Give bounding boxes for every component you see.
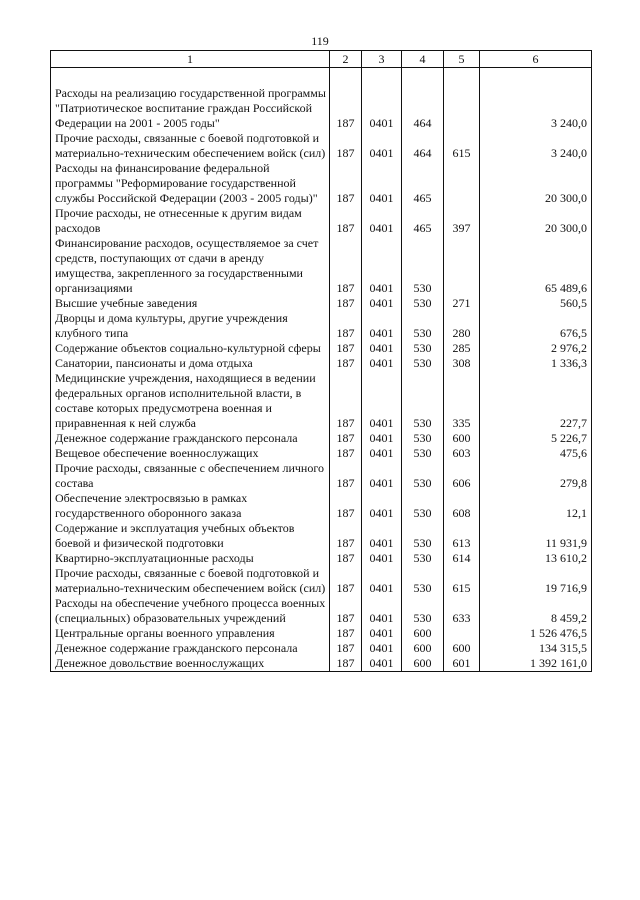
spacer-row	[51, 68, 592, 87]
expense-name: Прочие расходы, связанные с обеспечением личного состава	[51, 461, 330, 491]
code-col-5: 606	[444, 461, 480, 491]
code-col-3: 0401	[362, 131, 402, 161]
code-col-5: 600	[444, 431, 480, 446]
code-col-4: 530	[402, 491, 444, 521]
code-col-4: 530	[402, 236, 444, 296]
code-col-2: 187	[330, 206, 362, 236]
code-col-2: 187	[330, 656, 362, 672]
expense-name: Расходы на обеспечение учебного процесса военных (специальных) образовательных учреждений	[51, 596, 330, 626]
code-col-4: 464	[402, 131, 444, 161]
code-col-2: 187	[330, 626, 362, 641]
table-row	[51, 551, 592, 566]
code-col-2: 187	[330, 296, 362, 311]
code-col-4: 465	[402, 206, 444, 236]
code-col-3: 0401	[362, 311, 402, 341]
code-col-5: 308	[444, 356, 480, 371]
amount: 12,1	[480, 491, 592, 521]
table-row	[51, 356, 592, 371]
code-col-3: 0401	[362, 566, 402, 596]
code-col-2: 187	[330, 356, 362, 371]
table-row	[51, 206, 592, 236]
amount: 3 240,0	[480, 86, 592, 131]
table-body	[51, 68, 592, 672]
amount: 20 300,0	[480, 206, 592, 236]
header-col-2: 2	[330, 51, 362, 68]
table-row	[51, 446, 592, 461]
expense-name: Прочие расходы, связанные с боевой подготовкой и материально-техническим обеспечением войск (сил)	[51, 131, 330, 161]
code-col-2: 187	[330, 566, 362, 596]
amount: 1 526 476,5	[480, 626, 592, 641]
code-col-3: 0401	[362, 371, 402, 431]
code-col-2: 187	[330, 461, 362, 491]
table-row	[51, 566, 592, 596]
code-col-4: 530	[402, 371, 444, 431]
code-col-2: 187	[330, 446, 362, 461]
table-row	[51, 296, 592, 311]
expense-name: Расходы на финансирование федеральной программы "Реформирование государственной службы Российской Федерации (2003 - 2005 годы)"	[51, 161, 330, 206]
table-row	[51, 86, 592, 131]
expense-name: Содержание объектов социально-культурной сферы	[51, 341, 330, 356]
code-col-4: 530	[402, 596, 444, 626]
code-col-4: 464	[402, 86, 444, 131]
expense-name: Расходы на реализацию государственной программы "Патриотическое воспитание граждан Российской Федерации на 2001 - 2005 годы"	[51, 86, 330, 131]
expense-name: Дворцы и дома культуры, другие учреждения клубного типа	[51, 311, 330, 341]
code-col-4: 530	[402, 446, 444, 461]
code-col-2: 187	[330, 521, 362, 551]
code-col-2: 187	[330, 641, 362, 656]
amount: 3 240,0	[480, 131, 592, 161]
table-row	[51, 131, 592, 161]
page-number: 119	[311, 34, 329, 48]
expense-name: Квартирно-эксплуатационные расходы	[51, 551, 330, 566]
budget-table	[50, 50, 592, 672]
code-col-5	[444, 236, 480, 296]
table-row	[51, 371, 592, 431]
header-col-3: 3	[362, 51, 402, 68]
amount: 13 610,2	[480, 551, 592, 566]
code-col-4: 530	[402, 461, 444, 491]
code-col-5: 285	[444, 341, 480, 356]
code-col-5: 615	[444, 131, 480, 161]
table-row	[51, 341, 592, 356]
amount: 1 336,3	[480, 356, 592, 371]
table-row	[51, 656, 592, 672]
amount: 279,8	[480, 461, 592, 491]
code-col-2: 187	[330, 371, 362, 431]
code-col-4: 600	[402, 656, 444, 672]
code-col-5	[444, 626, 480, 641]
code-col-3: 0401	[362, 206, 402, 236]
expense-name: Медицинские учреждения, находящиеся в ведении федеральных органов исполнительной власти, в составе которых предусмотрена военная и приравненная к ней служба	[51, 371, 330, 431]
code-col-2: 187	[330, 491, 362, 521]
table-row	[51, 161, 592, 206]
code-col-2: 187	[330, 86, 362, 131]
code-col-5: 601	[444, 656, 480, 672]
code-col-3: 0401	[362, 626, 402, 641]
table-row	[51, 596, 592, 626]
table-row	[51, 521, 592, 551]
code-col-3: 0401	[362, 461, 402, 491]
code-col-3: 0401	[362, 86, 402, 131]
code-col-2: 187	[330, 551, 362, 566]
amount: 475,6	[480, 446, 592, 461]
expense-name: Денежное довольствие военнослужащих	[51, 656, 330, 672]
amount: 1 392 161,0	[480, 656, 592, 672]
code-col-5: 613	[444, 521, 480, 551]
code-col-4: 600	[402, 626, 444, 641]
expense-name: Содержание и эксплуатация учебных объектов боевой и физической подготовки	[51, 521, 330, 551]
code-col-2: 187	[330, 311, 362, 341]
code-col-3: 0401	[362, 356, 402, 371]
code-col-4: 465	[402, 161, 444, 206]
code-col-3: 0401	[362, 431, 402, 446]
amount: 8 459,2	[480, 596, 592, 626]
code-col-3: 0401	[362, 161, 402, 206]
code-col-3: 0401	[362, 491, 402, 521]
table-row	[51, 626, 592, 641]
amount: 560,5	[480, 296, 592, 311]
code-col-2: 187	[330, 236, 362, 296]
code-col-4: 600	[402, 641, 444, 656]
expense-name: Санатории, пансионаты и дома отдыха	[51, 356, 330, 371]
code-col-5: 608	[444, 491, 480, 521]
code-col-5: 633	[444, 596, 480, 626]
code-col-3: 0401	[362, 296, 402, 311]
expense-name: Денежное содержание гражданского персонала	[51, 641, 330, 656]
header-col-6: 6	[480, 51, 592, 68]
table-row	[51, 641, 592, 656]
code-col-5: 600	[444, 641, 480, 656]
code-col-4: 530	[402, 521, 444, 551]
code-col-4: 530	[402, 566, 444, 596]
code-col-3: 0401	[362, 656, 402, 672]
table-row	[51, 311, 592, 341]
expense-name: Прочие расходы, связанные с боевой подготовкой и материально-техническим обеспечением войск (сил)	[51, 566, 330, 596]
code-col-5	[444, 86, 480, 131]
code-col-2: 187	[330, 431, 362, 446]
code-col-5: 603	[444, 446, 480, 461]
code-col-3: 0401	[362, 236, 402, 296]
expense-name: Центральные органы военного управления	[51, 626, 330, 641]
code-col-5: 615	[444, 566, 480, 596]
code-col-4: 530	[402, 431, 444, 446]
code-col-4: 530	[402, 296, 444, 311]
code-col-3: 0401	[362, 446, 402, 461]
code-col-5	[444, 161, 480, 206]
code-col-3: 0401	[362, 551, 402, 566]
code-col-5: 397	[444, 206, 480, 236]
expense-name: Прочие расходы, не отнесенные к другим видам расходов	[51, 206, 330, 236]
code-col-4: 530	[402, 311, 444, 341]
expense-name: Высшие учебные заведения	[51, 296, 330, 311]
expense-name: Денежное содержание гражданского персонала	[51, 431, 330, 446]
code-col-3: 0401	[362, 341, 402, 356]
code-col-2: 187	[330, 341, 362, 356]
header-col-4: 4	[402, 51, 444, 68]
amount: 5 226,7	[480, 431, 592, 446]
expense-name: Финансирование расходов, осуществляемое за счет средств, поступающих от сдачи в аренду имущества, закрепленного за государственными организациями	[51, 236, 330, 296]
amount: 676,5	[480, 311, 592, 341]
code-col-2: 187	[330, 161, 362, 206]
code-col-4: 530	[402, 341, 444, 356]
table-header	[51, 51, 592, 68]
code-col-2: 187	[330, 596, 362, 626]
code-col-5: 614	[444, 551, 480, 566]
code-col-3: 0401	[362, 521, 402, 551]
table-row	[51, 461, 592, 491]
code-col-3: 0401	[362, 641, 402, 656]
amount: 65 489,6	[480, 236, 592, 296]
code-col-5: 280	[444, 311, 480, 341]
amount: 134 315,5	[480, 641, 592, 656]
code-col-5: 335	[444, 371, 480, 431]
expense-name: Обеспечение электросвязью в рамках государственного оборонного заказа	[51, 491, 330, 521]
amount: 11 931,9	[480, 521, 592, 551]
code-col-5: 271	[444, 296, 480, 311]
table-row	[51, 431, 592, 446]
code-col-4: 530	[402, 356, 444, 371]
expense-name: Вещевое обеспечение военнослужащих	[51, 446, 330, 461]
table-row	[51, 491, 592, 521]
code-col-3: 0401	[362, 596, 402, 626]
amount: 2 976,2	[480, 341, 592, 356]
code-col-4: 530	[402, 551, 444, 566]
amount: 227,7	[480, 371, 592, 431]
table-row	[51, 236, 592, 296]
header-col-1: 1	[51, 51, 330, 68]
code-col-2: 187	[330, 131, 362, 161]
amount: 20 300,0	[480, 161, 592, 206]
amount: 19 716,9	[480, 566, 592, 596]
header-col-5: 5	[444, 51, 480, 68]
